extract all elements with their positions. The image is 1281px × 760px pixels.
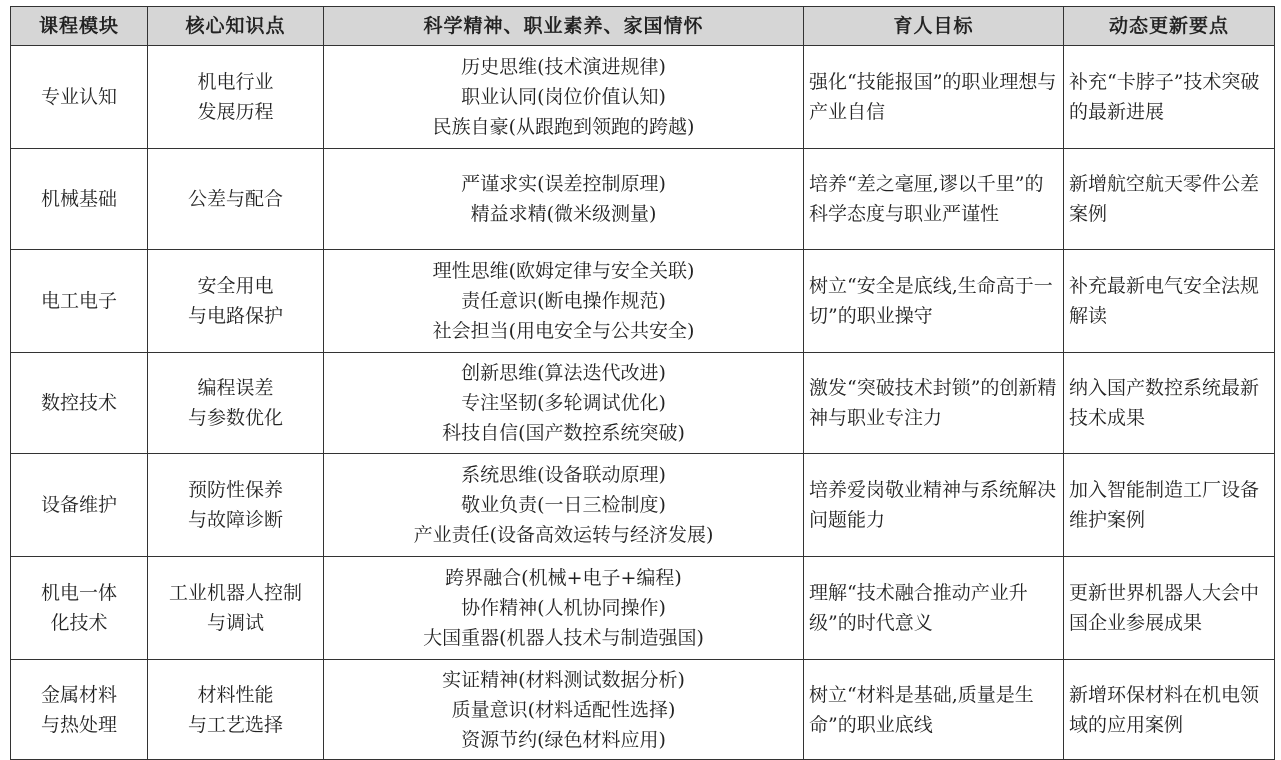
update-cell xyxy=(1064,660,1275,760)
spirit-cell-line: 精益求精(微米级测量) xyxy=(470,203,657,225)
spirit-cell-line: 产业责任(设备高效运转与经济发展) xyxy=(413,524,714,546)
spirit-cell xyxy=(324,660,804,760)
table-row xyxy=(11,660,1275,760)
spirit-cell-line: 专注坚韧(多轮调试优化) xyxy=(461,392,666,414)
knowledge-cell xyxy=(148,353,324,454)
update-cell xyxy=(1064,557,1275,660)
spirit-cell-line: 大国重器(机器人技术与制造强国) xyxy=(423,627,704,649)
spirit-cell-line: 责任意识(断电操作规范) xyxy=(461,290,666,312)
spirit-cell-line: 职业认同(岗位价值认知) xyxy=(461,86,666,108)
header-spirit: 科学精神、职业素养、家国情怀 xyxy=(324,7,804,46)
goal-cell-text: 理解“技术融合推动产业升级”的时代意义 xyxy=(809,582,1028,634)
knowledge-cell xyxy=(148,149,324,250)
spirit-cell xyxy=(324,46,804,149)
module-cell-line: 机械基础 xyxy=(40,188,117,210)
spirit-cell xyxy=(324,454,804,557)
module-cell-line: 专业认知 xyxy=(40,86,117,108)
spirit-cell-line: 科技自信(国产数控系统突破) xyxy=(442,422,685,444)
module-cell-line: 金属材料 xyxy=(40,683,117,706)
knowledge-cell-line: 公差与配合 xyxy=(187,188,283,210)
spirit-cell xyxy=(324,149,804,250)
goal-cell xyxy=(804,454,1064,557)
module-cell xyxy=(11,454,148,557)
knowledge-cell-line: 编程误差 xyxy=(197,377,274,399)
table-row xyxy=(11,557,1275,660)
update-cell xyxy=(1064,353,1275,454)
update-cell xyxy=(1064,149,1275,250)
module-cell xyxy=(11,250,148,353)
spirit-cell xyxy=(324,250,804,353)
module-cell xyxy=(11,660,148,760)
table-row xyxy=(11,250,1275,353)
update-cell-text: 新增环保材料在机电领域的应用案例 xyxy=(1069,683,1260,736)
module-cell xyxy=(11,149,148,250)
update-cell-text: 新增航空航天零件公差案例 xyxy=(1069,173,1260,225)
knowledge-cell-line: 与调试 xyxy=(206,612,264,634)
module-cell xyxy=(11,557,148,660)
knowledge-cell-line: 机电行业 xyxy=(197,71,274,93)
table-row xyxy=(11,454,1275,557)
spirit-cell-line: 社会担当(用电安全与公共安全) xyxy=(432,320,695,342)
module-cell-line: 机电一体 xyxy=(40,582,117,604)
module-cell-line: 设备维护 xyxy=(40,494,117,516)
table-row xyxy=(11,46,1275,149)
table-row xyxy=(11,149,1275,250)
update-cell-text: 纳入国产数控系统最新技术成果 xyxy=(1069,377,1260,429)
header-goal: 育人目标 xyxy=(804,7,1064,46)
spirit-cell-line: 民族自豪(从跟跑到领跑的跨越) xyxy=(432,116,695,138)
update-cell-text: 补充“卡脖子”技术突破的最新进展 xyxy=(1069,71,1260,123)
spirit-cell-line: 系统思维(设备联动原理) xyxy=(461,464,666,486)
knowledge-cell-line: 材料性能 xyxy=(197,683,274,706)
knowledge-cell xyxy=(148,660,324,760)
knowledge-cell xyxy=(148,250,324,353)
module-cell-line: 数控技术 xyxy=(40,392,117,414)
goal-cell-text: 树立“安全是底线,生命高于一切”的职业操守 xyxy=(809,275,1053,327)
knowledge-cell-line: 与电路保护 xyxy=(187,305,283,327)
spirit-cell-line: 历史思维(技术演进规律) xyxy=(461,56,666,78)
module-cell xyxy=(11,46,148,149)
update-cell-text: 加入智能制造工厂设备维护案例 xyxy=(1069,479,1260,531)
header-module: 课程模块 xyxy=(11,7,148,46)
knowledge-cell xyxy=(148,46,324,149)
goal-cell xyxy=(804,250,1064,353)
spirit-cell-line: 质量意识(材料适配性选择) xyxy=(451,698,676,721)
knowledge-cell-line: 预防性保养 xyxy=(187,479,283,501)
knowledge-cell xyxy=(148,454,324,557)
goal-cell xyxy=(804,46,1064,149)
knowledge-cell-line: 与故障诊断 xyxy=(187,509,283,531)
spirit-cell-line: 理性思维(欧姆定律与安全关联) xyxy=(432,260,695,282)
spirit-cell-line: 资源节约(绿色材料应用) xyxy=(461,728,666,751)
header-row xyxy=(11,7,1275,46)
goal-cell-text: 树立“材料是基础,质量是生命”的职业底线 xyxy=(809,683,1034,736)
header-knowledge: 核心知识点 xyxy=(148,7,324,46)
spirit-cell-line: 敬业负责(一日三检制度) xyxy=(461,494,666,516)
table-row xyxy=(11,353,1275,454)
module-cell xyxy=(11,353,148,454)
spirit-cell-line: 实证精神(材料测试数据分析) xyxy=(442,668,685,691)
update-cell xyxy=(1064,454,1275,557)
goal-cell xyxy=(804,660,1064,760)
knowledge-cell-line: 与工艺选择 xyxy=(187,713,283,736)
goal-cell xyxy=(804,557,1064,660)
spirit-cell-line: 跨界融合(机械+电子+编程) xyxy=(445,567,682,589)
goal-cell-text: 培养爱岗敬业精神与系统解决问题能力 xyxy=(809,479,1057,531)
goal-cell-text: 强化“技能报国”的职业理想与产业自信 xyxy=(809,71,1057,123)
knowledge-cell-line: 工业机器人控制 xyxy=(168,582,302,604)
update-cell-text: 更新世界机器人大会中国企业参展成果 xyxy=(1069,582,1260,634)
update-cell xyxy=(1064,46,1275,149)
knowledge-cell-line: 安全用电 xyxy=(197,275,274,297)
module-cell-line: 电工电子 xyxy=(40,290,117,312)
module-cell-line: 化技术 xyxy=(50,612,108,634)
spirit-cell-line: 严谨求实(误差控制原理) xyxy=(461,173,666,195)
goal-cell-text: 培养“差之毫厘,谬以千里”的科学态度与职业严谨性 xyxy=(809,173,1044,225)
knowledge-cell xyxy=(148,557,324,660)
knowledge-cell-line: 发展历程 xyxy=(197,101,274,123)
spirit-cell xyxy=(324,557,804,660)
goal-cell-text: 激发“突破技术封锁”的创新精神与职业专注力 xyxy=(809,377,1057,429)
goal-cell xyxy=(804,149,1064,250)
spirit-cell-line: 创新思维(算法迭代改进) xyxy=(461,362,666,384)
update-cell-text: 补充最新电气安全法规解读 xyxy=(1069,275,1260,327)
update-cell xyxy=(1064,250,1275,353)
curriculum-table xyxy=(10,6,1275,760)
module-cell-line: 与热处理 xyxy=(40,713,117,736)
knowledge-cell-line: 与参数优化 xyxy=(187,407,283,429)
spirit-cell xyxy=(324,353,804,454)
goal-cell xyxy=(804,353,1064,454)
spirit-cell-line: 协作精神(人机协同操作) xyxy=(461,597,666,619)
header-update: 动态更新要点 xyxy=(1064,7,1275,46)
